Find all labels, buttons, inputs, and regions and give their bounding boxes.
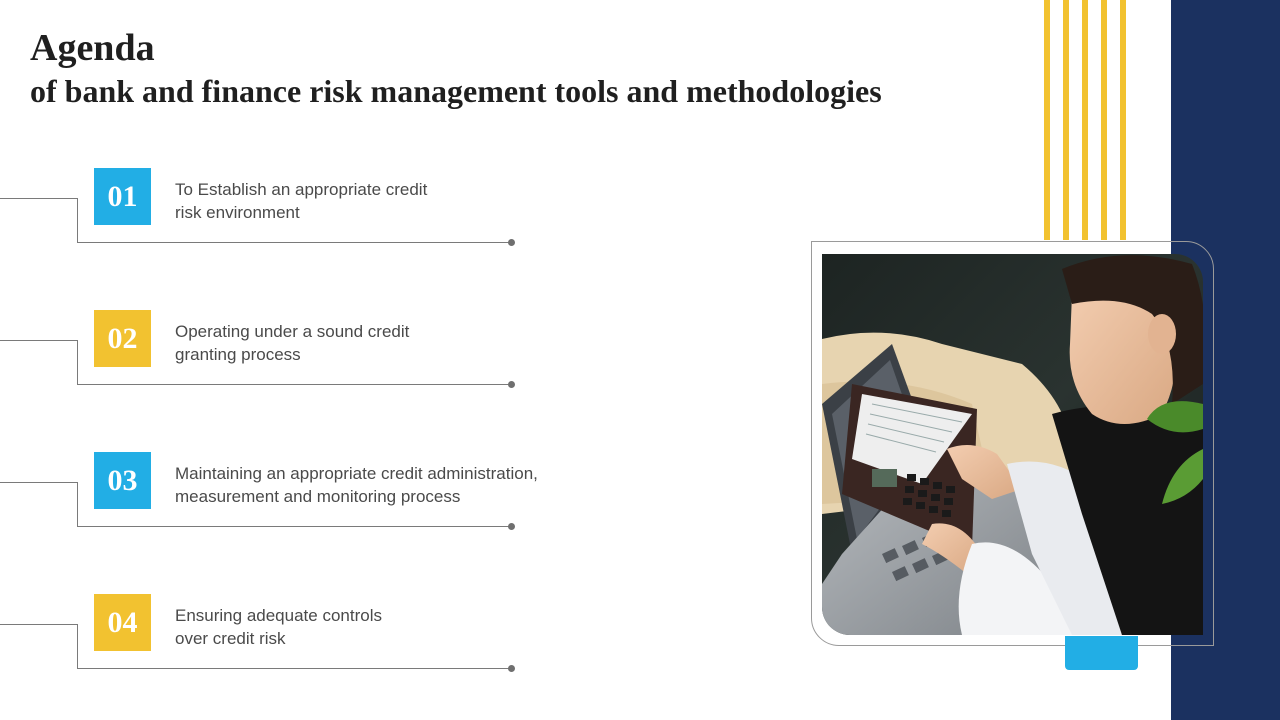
agenda-item-text bbox=[175, 178, 595, 224]
page-subtitle: of bank and finance risk management tools and methodologies bbox=[30, 73, 882, 109]
agenda-item-text bbox=[175, 462, 595, 508]
agenda-item-line-1: To Establish an appropriate credit bbox=[175, 180, 428, 199]
agenda-item-line-2: granting process bbox=[175, 345, 301, 364]
agenda-item-line-2: risk environment bbox=[175, 203, 300, 222]
agenda-item-4 bbox=[0, 594, 600, 694]
agenda-number-badge: 01 bbox=[94, 168, 151, 225]
decor-blue-tab bbox=[1065, 636, 1138, 670]
agenda-number-badge: 02 bbox=[94, 310, 151, 367]
agenda-item-line-1: Ensuring adequate controls bbox=[175, 606, 382, 625]
connector-line bbox=[0, 624, 78, 669]
decor-stripe-2 bbox=[1063, 0, 1069, 240]
decor-stripe-1 bbox=[1044, 0, 1050, 240]
line-end-dot bbox=[508, 665, 515, 672]
agenda-item-line-1: Maintaining an appropriate credit administration, bbox=[175, 464, 538, 483]
underline bbox=[78, 526, 512, 527]
underline bbox=[78, 384, 512, 385]
agenda-item-3 bbox=[0, 452, 600, 552]
agenda-item-2 bbox=[0, 310, 600, 410]
connector-line bbox=[0, 198, 78, 243]
decor-stripe-5 bbox=[1120, 0, 1126, 240]
page-title: Agenda bbox=[30, 27, 155, 69]
agenda-item-text bbox=[175, 604, 595, 650]
agenda-item-1 bbox=[0, 168, 600, 268]
agenda-item-line-2: measurement and monitoring process bbox=[175, 487, 461, 506]
decor-stripe-4 bbox=[1101, 0, 1107, 240]
connector-line bbox=[0, 340, 78, 385]
agenda-item-line-1: Operating under a sound credit bbox=[175, 322, 410, 341]
agenda-item-text bbox=[175, 320, 595, 366]
underline bbox=[78, 668, 512, 669]
photo-woman-calculator bbox=[822, 254, 1203, 635]
decor-stripe-3 bbox=[1082, 0, 1088, 240]
woman-using-calculator-photo-icon bbox=[822, 254, 1203, 635]
line-end-dot bbox=[508, 381, 515, 388]
line-end-dot bbox=[508, 523, 515, 530]
title-block bbox=[30, 26, 882, 112]
agenda-number-badge: 04 bbox=[94, 594, 151, 651]
agenda-item-line-2: over credit risk bbox=[175, 629, 286, 648]
connector-line bbox=[0, 482, 78, 527]
underline bbox=[78, 242, 512, 243]
agenda-number-badge: 03 bbox=[94, 452, 151, 509]
line-end-dot bbox=[508, 239, 515, 246]
